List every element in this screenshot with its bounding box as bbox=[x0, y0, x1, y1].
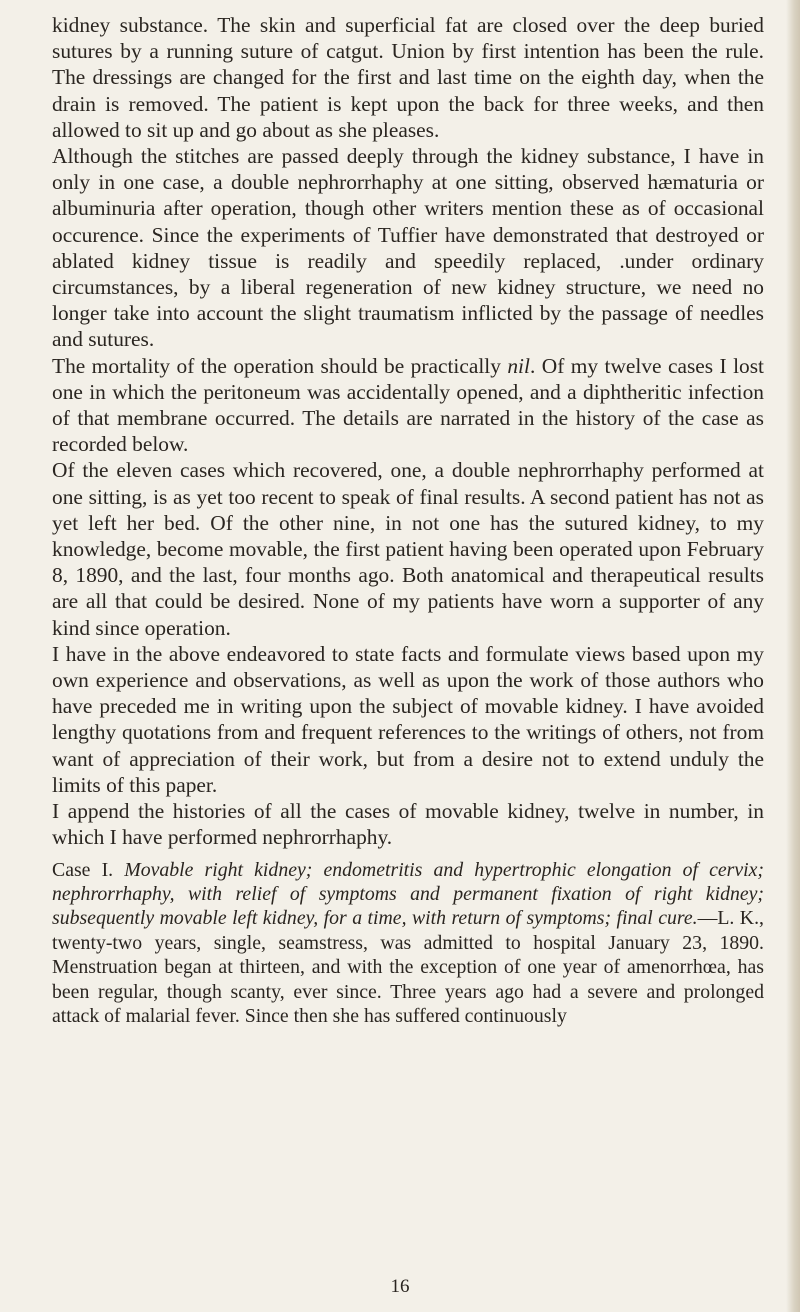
paragraph-endeavored: I have in the above endeavored to state facts and formulate views based upon my own experience and observations, as well as upon the work of those authors who have preceded me in writing upon the subject of movable kidney. I have avoided lengthy quotations from and frequent references to the writings of others, not from want of appreciation of their work, but from a desire not to extend unduly the limits of this paper. bbox=[52, 641, 764, 797]
paragraph-append: I append the histories of all the cases of movable kidney, twelve in number, in which I have performed nephrorrhaphy. bbox=[52, 799, 764, 850]
document-page bbox=[52, 12, 764, 1028]
case-title: Movable right kidney; endometritis and hypertrophic elongation of cervix; nephrorrhaphy, with relief of symptoms and permanent fixation of right kidney; subsequently movable left kidney, for a time, with return of symptoms; final cure. bbox=[52, 858, 765, 930]
case-one bbox=[52, 858, 764, 1029]
case-label: Case I. bbox=[52, 858, 125, 881]
paragraph-closing-sutures: kidney substance. The skin and superficial fat are closed over the deep buried sutures by a running suture of catgut. Union by first intention has been the rule. The dressings are changed for the first and last time on the eighth day, when the drain is removed. The patient is kept upon the back for three weeks, and then allowed to sit up and go about as she pleases. bbox=[52, 13, 764, 142]
paragraph-eleven-cases: Of the eleven cases which recovered, one, a double nephrorrhaphy performed at one sitting, is as yet too recent to speak of final results. A second patient has not as yet left her bed. Of the other nine, in not one has the sutured kidney, to my knowledge, become movable, the first patient having been operated upon February 8, 1890, and the last, four months ago. Both anatomical and therapeutical results are all that could be desired. None of my patients have worn a supporter of any kind since operation. bbox=[52, 458, 764, 640]
paragraph-mortality bbox=[52, 353, 764, 458]
page-edge-shadow bbox=[786, 0, 800, 1312]
page-number: 16 bbox=[390, 1276, 410, 1297]
mortality-end: . bbox=[529, 353, 536, 378]
mortality-italic: nil bbox=[507, 353, 530, 378]
mortality-continued: Of my twelve cases I lost one in which the peritoneum was accidentally opened, and a diphtheritic infection of that membrane occurred. The details are narrated in the history of the case as recorded below. bbox=[52, 353, 764, 457]
paragraph-stitches: Although the stitches are passed deeply through the kidney substance, I have in only in one case, a double nephrorrhaphy at one sitting, observed hæmaturia or albuminuria after operation, though other writers mention these as of occasional occurence. Since the experiments of Tuffier have demonstrated that destroyed or ablated kidney tissue is readily and speedily replaced, .under ordinary circumstances, by a liberal regeneration of new kidney structure, we need no longer take into account the slight traumatism inflicted by the passage of needles and sutures. bbox=[52, 144, 764, 352]
case-body: —L. K., twenty-two years, single, seamstress, was admitted to hospital January 23, 1890. Menstruation began at thirteen, and with the exception of one year of amenorrhœa, has been regular, though scanty, ever since. Three years ago had a severe and prolonged attack of malarial fever. Since then she has suffered continuously bbox=[52, 907, 764, 1027]
mortality-text: The mortality of the operation should be practically bbox=[52, 353, 508, 378]
